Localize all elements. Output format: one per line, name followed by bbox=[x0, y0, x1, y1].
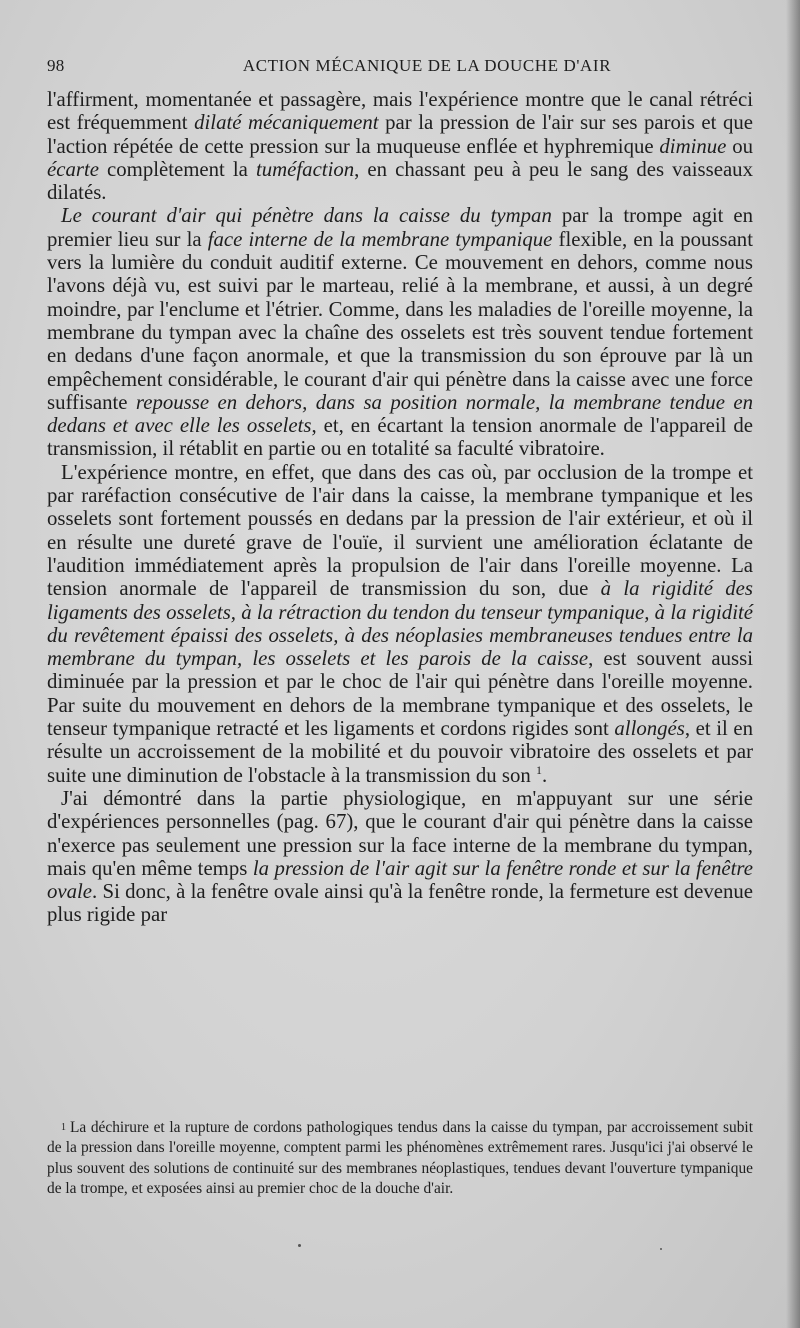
footnote-ref: 1 bbox=[535, 762, 542, 777]
paragraph bbox=[47, 204, 753, 460]
text-span: ou bbox=[726, 134, 753, 158]
text-span: flexible, en la poussant vers la lumière du conduit auditif externe. Ce mouvement en dehors, comme nous l'avons déjà vu, est suivi par le marteau, relié à la membrane, et aussi, à un degré moindre, par l'enclume et l'étrier. Comme, dans les maladies de l'oreille moyenne, la membrane du tympan avec la chaîne des osselets est très souvent tendue fortement en dedans d'une façon anormale, et que la transmission du son éprouve par là un empêchement considérable, le courant d'air qui pénètre dans la caisse avec une force suffisante bbox=[47, 227, 753, 414]
text-span: L'expérience montre, en effet, que dans des cas où, par occlusion de la trompe et par raréfaction consécutive de l'air dans la caisse, la membrane tympanique et les osselets sont fortement poussés en dedans par la pression de l'air extérieur, et où il en résulte une dureté grave de l'ouïe, il survient une amélioration éclatante de l'audition immédiatement après la propulsion de l'air dans l'oreille moyenne. La tension anormale de l'appareil de transmission du son, due bbox=[47, 460, 753, 601]
text-span: , en chassant peu à peu le sang des vaisseaux dilatés. bbox=[47, 157, 753, 205]
text-span: par la trompe agit en premier lieu sur la bbox=[47, 204, 754, 251]
italic-span: écarte bbox=[47, 157, 99, 181]
italic-span: la pression de l'air agit sur la fenêtre ronde et sur la fenêtre ovale bbox=[47, 856, 753, 904]
page-spine-shadow bbox=[786, 0, 800, 1328]
italic-span: diminue bbox=[659, 134, 727, 158]
text-span: J'ai démontré dans la partie physiologique, en m'appuyant sur une série d'expériences personnelles (pag. 67), que le courant d'air qui pénètre dans la caisse n'exerce pas seulement une pression sur la face interne de la membrane du tympan, mais qu'en même temps bbox=[47, 786, 753, 880]
italic-span: repousse en dehors, dans sa position normale, la membrane tendue en dedans et avec elle les osselets bbox=[47, 390, 753, 438]
italic-span: à la rigidité des ligaments des osselets, à la rétraction du tendon du tenseur tympanique, à la rigidité du revêtement épaissi des osselets, à des néoplasies membraneuses tendues entre la membrane du tympan, les osselets et les parois de la caisse bbox=[47, 577, 753, 671]
italic-span: allongés bbox=[614, 717, 685, 741]
body-text bbox=[47, 88, 753, 927]
text-span: , et, en écartant la tension anormale de l'appareil de transmission, il rétablit en partie ou en totalité sa faculté vibratoire. bbox=[47, 414, 754, 461]
paragraph bbox=[47, 787, 753, 927]
italic-span: Le courant d'air qui pénètre dans la caisse du tympan bbox=[61, 204, 552, 228]
print-speck bbox=[660, 1248, 662, 1250]
text-span: , est souvent aussi diminuée par la pression et par le choc de l'air qui pénètre dans l'oreille moyenne. Par suite du mouvement en dehors de la membrane tympanique et des osselets, le tenseur tympanique retracté et les ligaments et cordons rigides sont bbox=[47, 647, 753, 741]
paragraph bbox=[47, 88, 753, 204]
text-span: par la pression de l'air sur ses parois et que l'action répétée de cette pression sur la muqueuse enflée et hyphremique bbox=[47, 111, 753, 158]
text-span: , et il en résulte un accroissement de la mobilité et du pouvoir vibratoire des osselets et par suite une diminution de l'obstacle à la transmission du son bbox=[47, 717, 753, 787]
paragraph bbox=[47, 461, 753, 787]
page-header bbox=[47, 56, 753, 80]
italic-span: dilaté mécaniquement bbox=[194, 111, 379, 135]
italic-span: face interne de la membrane tympanique bbox=[207, 227, 553, 251]
footnote bbox=[47, 1118, 753, 1199]
italic-span: tuméfaction bbox=[255, 157, 355, 181]
footnote-marker: 1 bbox=[61, 1122, 66, 1133]
running-title: ACTION MÉCANIQUE DE LA DOUCHE D'AIR bbox=[242, 56, 612, 75]
footnote-text: La déchirure et la rupture de cordons pathologiques tendus dans la caisse du tympan, par accroissement subit de la pression dans l'oreille moyenne, comptent parmi les phénomènes extrêmement rares. Jusqu'ici j'ai observé le plus souvent des solutions de continuité sur des membranes néoplastiques, tendues devant l'ouverture tympanique de la trompe, et exposées ainsi au premier choc de la douche d'air. bbox=[47, 1119, 753, 1197]
page-number: 98 bbox=[47, 56, 65, 75]
text-span: . Si donc, à la fenêtre ovale ainsi qu'à la fenêtre ronde, la fermeture est devenue plus rigide par bbox=[47, 880, 753, 927]
text-span: complètement la bbox=[98, 157, 256, 181]
text-span: . bbox=[541, 763, 548, 787]
print-speck bbox=[298, 1244, 301, 1247]
text-span: l'affirment, momentanée et passagère, mais l'expérience montre que le canal rétréci est fréquemment bbox=[47, 88, 753, 135]
